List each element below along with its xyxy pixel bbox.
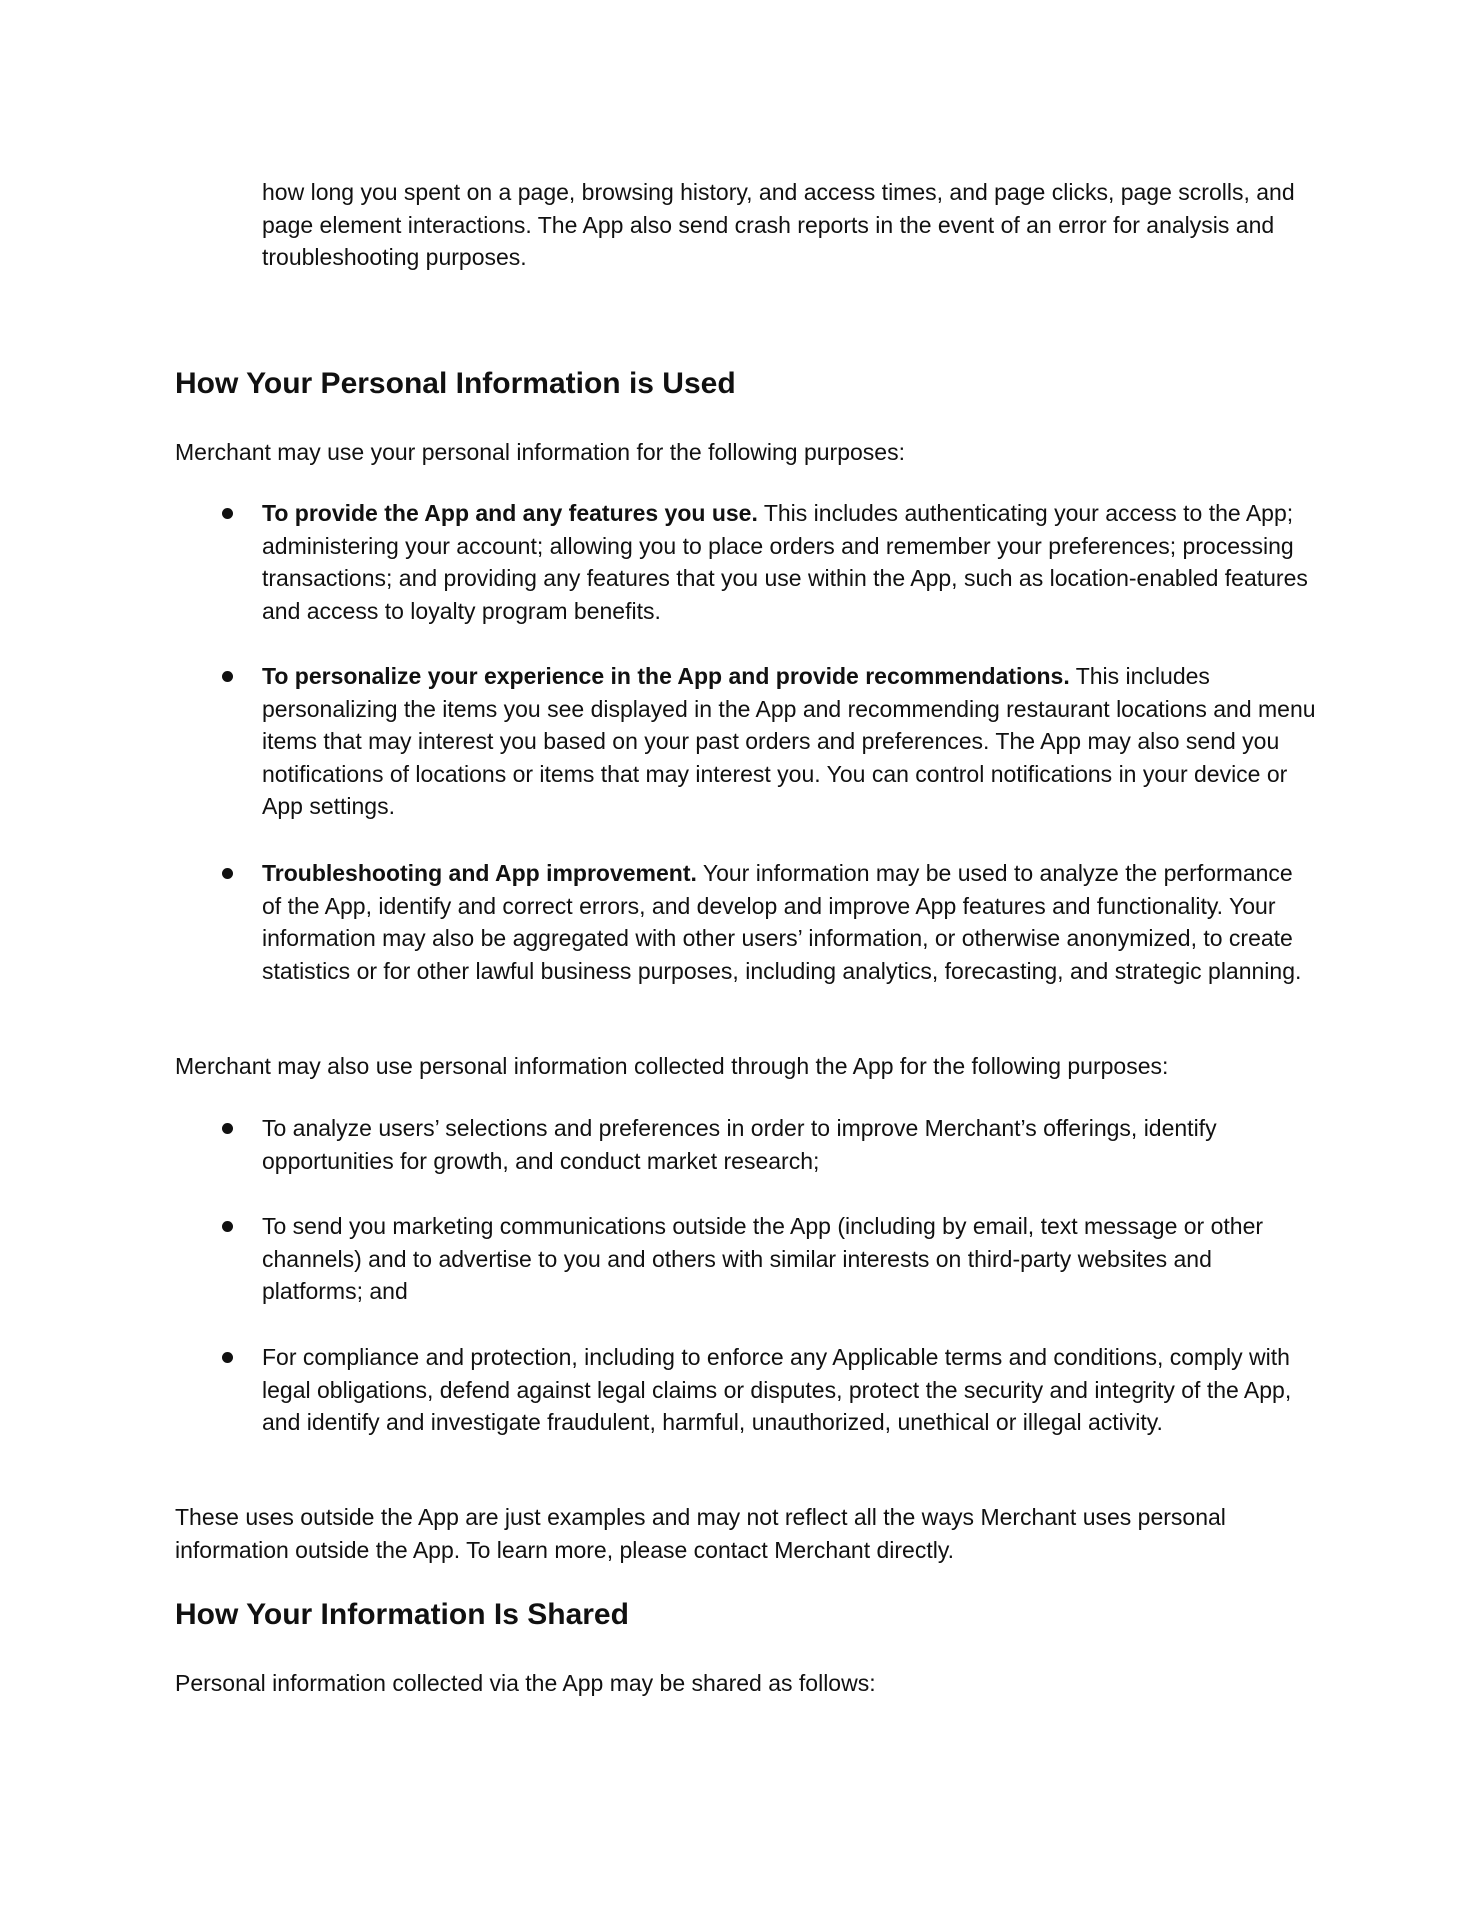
- list-item-title: To personalize your experience in the App and provide recommendations.: [262, 663, 1070, 689]
- list-item-title: Troubleshooting and App improvement.: [262, 860, 697, 886]
- list-item-text: For compliance and protection, including to enforce any Applicable terms and conditions, comply with legal obligations, defend against legal claims or disputes, protect the security and integrity of the App, and identify and investigate fraudulent, harmful, unauthorized, unethical or illegal activity.: [262, 1344, 1292, 1435]
- used-lead-paragraph: Merchant may use your personal information for the following purposes:: [175, 439, 905, 465]
- bullet-icon: [175, 857, 262, 987]
- list-item-text: This includes authenticating your access to the App; administering your account; allowing you to place orders and remember your preferences; processing transactions; and providing any features that you use within the App, such as location-enabled features and access to loyalty program benefits.: [262, 500, 1308, 624]
- list-item-text: To analyze users’ selections and preferences in order to improve Merchant’s offerings, identify opportunities for growth, and conduct market research;: [262, 1115, 1217, 1174]
- heading-how-info-shared: How Your Information Is Shared: [175, 1598, 629, 1631]
- bullet-icon: [175, 1341, 262, 1439]
- list-item-text: To send you marketing communications outside the App (including by email, text message or other channels) and to advertise to you and others with similar interests on third-party websites and platforms; and: [262, 1213, 1264, 1304]
- list-item-title: To provide the App and any features you use.: [262, 500, 758, 526]
- list-item: [175, 497, 1325, 627]
- bullet-icon: [175, 1112, 262, 1177]
- shared-lead-paragraph: Personal information collected via the App may be shared as follows:: [175, 1670, 876, 1696]
- bullet-icon: [175, 1210, 262, 1308]
- bullet-icon: [175, 497, 262, 627]
- list-item-text: Your information may be used to analyze the performance of the App, identify and correct errors, and develop and improve App features and functionality. Your information may also be aggregated with other users’ information, or otherwise anonymized, to create statistics or for other lawful business purposes, including analytics, forecasting, and strategic planning.: [262, 860, 1302, 984]
- list-item: [175, 1210, 1325, 1308]
- list-item: [175, 857, 1325, 987]
- intro-continuation-paragraph: how long you spent on a page, browsing history, and access times, and page clicks, page scrolls, and page element interactions. The App also send crash reports in the event of an error for analysis and troubleshooting purposes.: [262, 179, 1295, 270]
- list-item: [175, 1112, 1325, 1177]
- heading-how-info-used: How Your Personal Information is Used: [175, 367, 736, 400]
- bullet-icon: [175, 660, 262, 823]
- used-lead2-paragraph: Merchant may also use personal information collected through the App for the following purposes:: [175, 1053, 1169, 1079]
- list-item: [175, 660, 1325, 823]
- list-item: [175, 1341, 1325, 1439]
- used-closing-paragraph: These uses outside the App are just examples and may not reflect all the ways Merchant uses personal information outside the App. To learn more, please contact Merchant directly.: [175, 1504, 1226, 1563]
- list-item-text: This includes personalizing the items you see displayed in the App and recommending restaurant locations and menu items that may interest you based on your past orders and preferences. The App may also send you notifications of locations or items that may interest you. You can control notifications in your device or App settings.: [262, 663, 1316, 819]
